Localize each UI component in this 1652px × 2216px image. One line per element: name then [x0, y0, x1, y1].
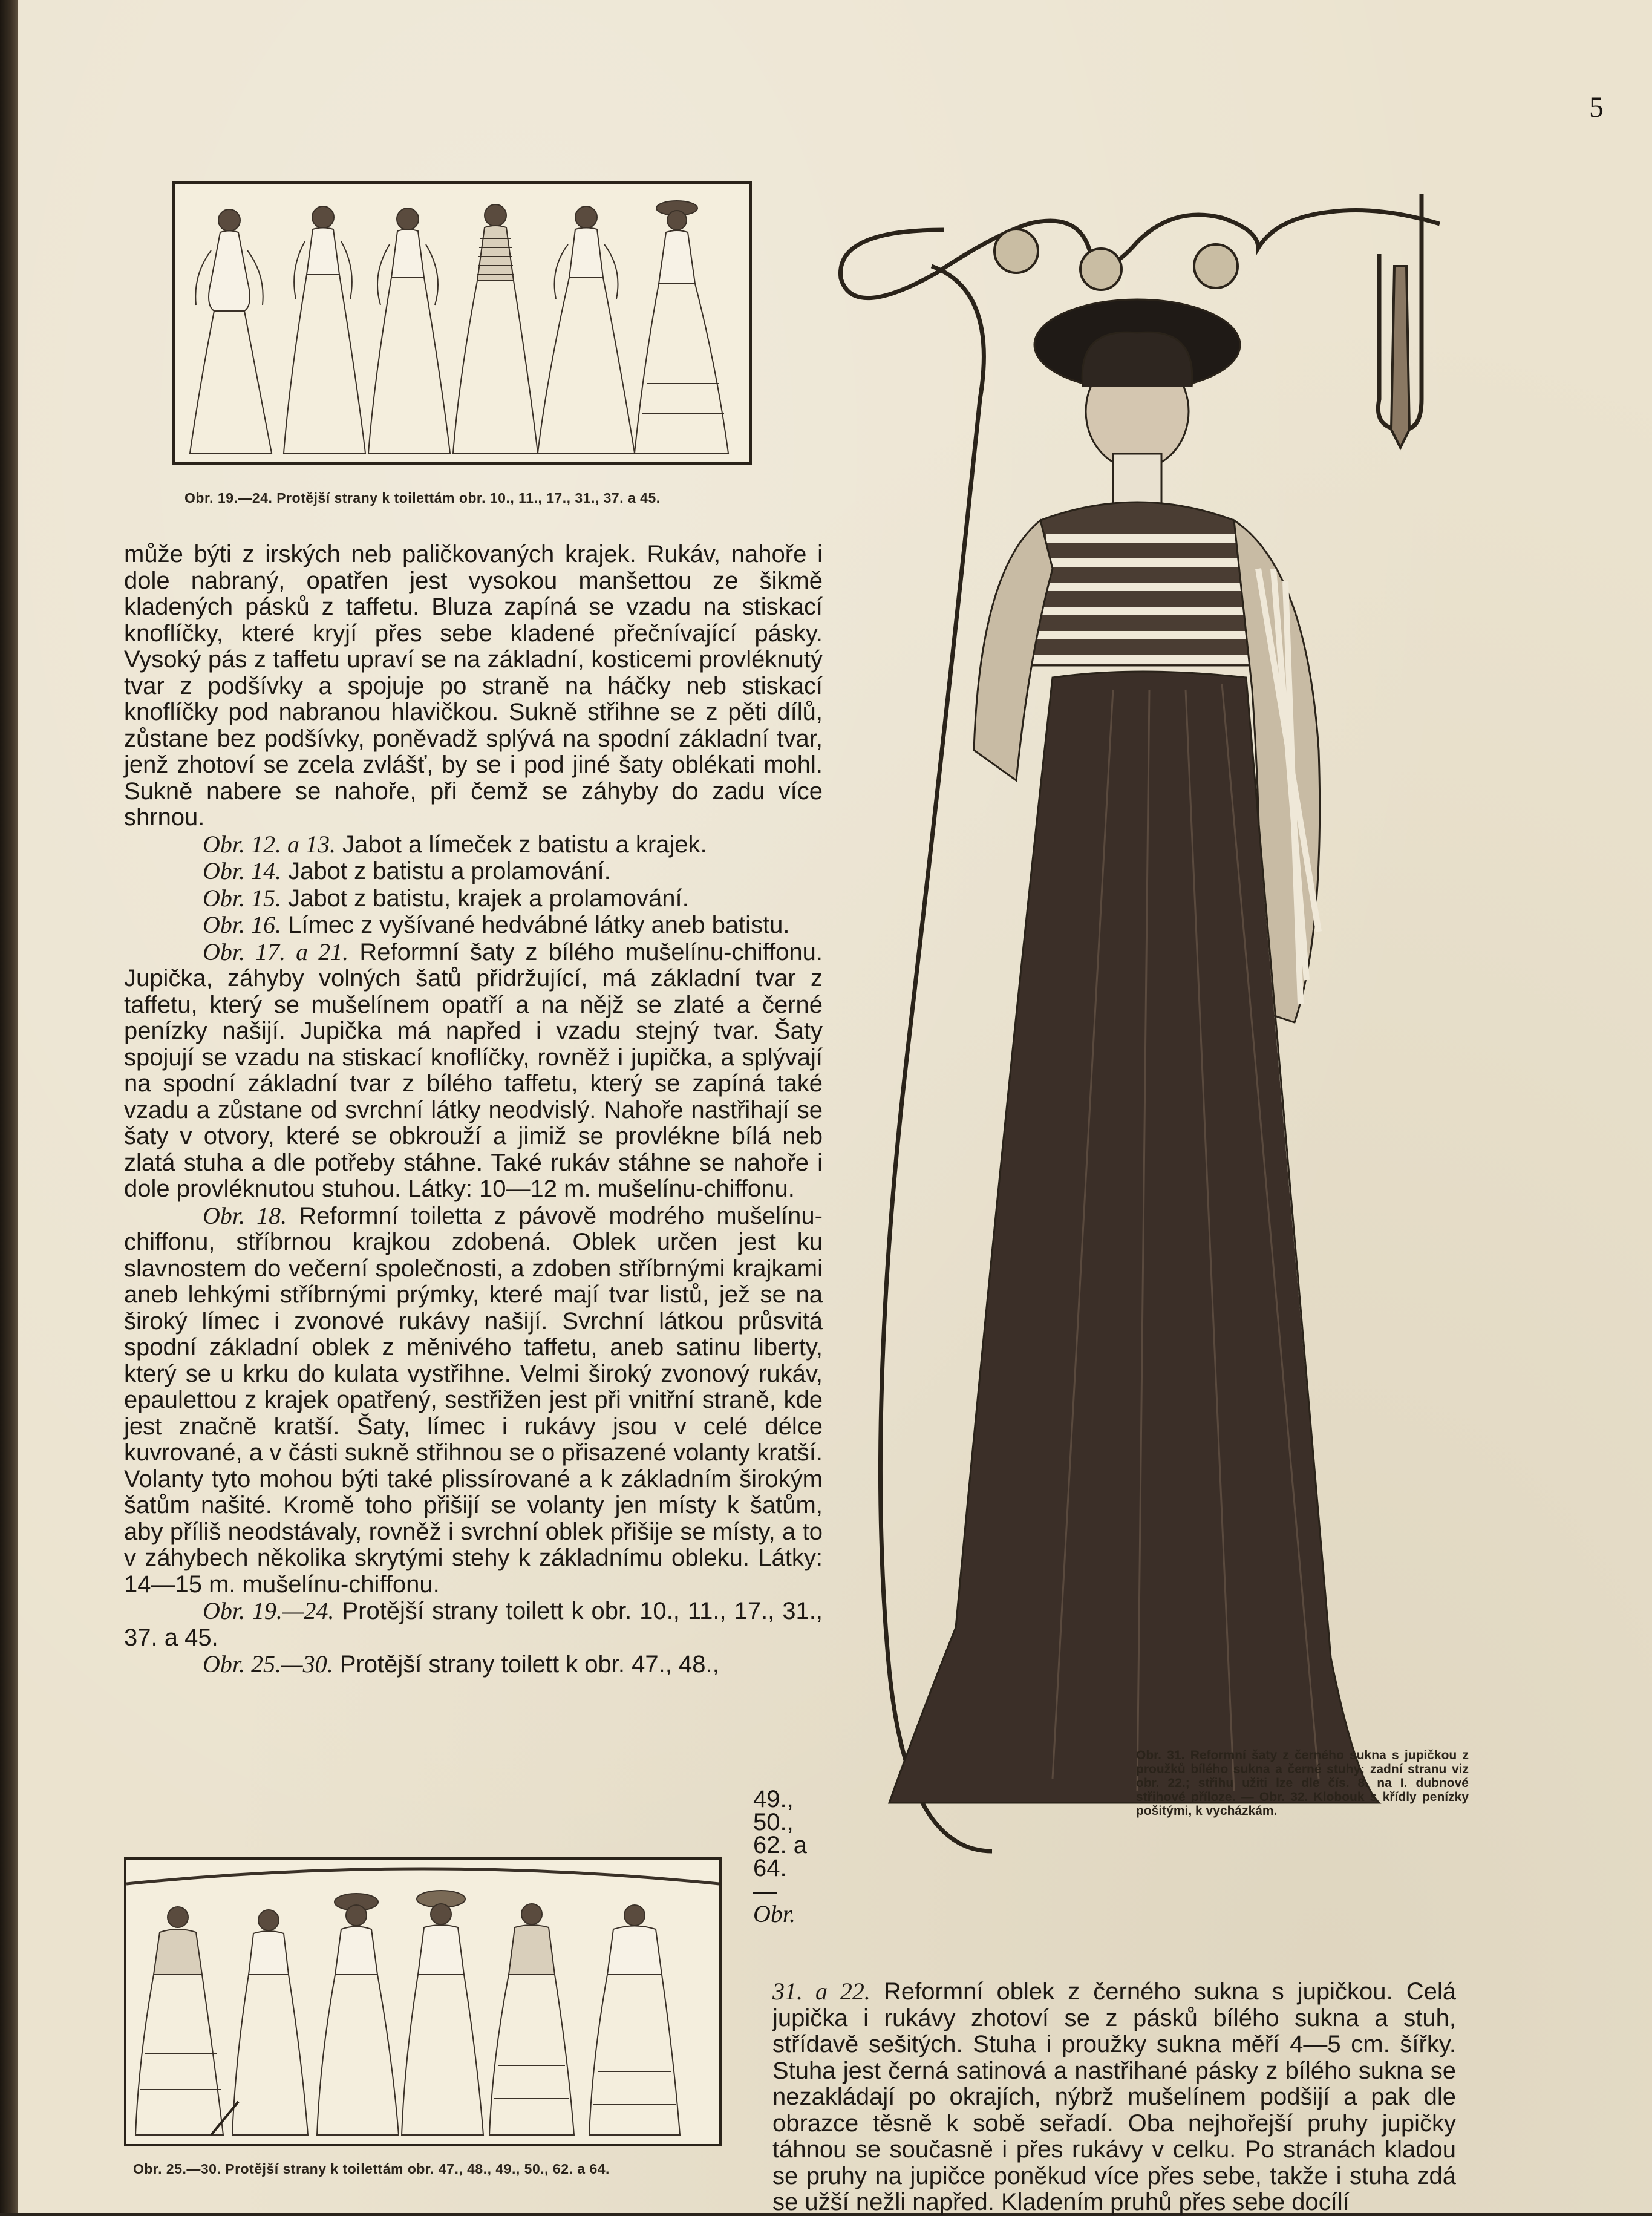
entry-obr-18 — [124, 1203, 823, 1598]
entry-text: Protější strany toilett k obr. 47., 48., — [339, 1651, 719, 1678]
entry-obr-19-24 — [124, 1598, 823, 1651]
tail-line: 49., — [753, 1786, 794, 1812]
tail-line: 62. a — [753, 1832, 807, 1858]
entry-obr-16 — [124, 912, 823, 939]
figure-ref: Obr. 25.—30. — [203, 1650, 333, 1678]
figure-ref: Obr. 12. a 13. — [203, 830, 336, 858]
entry-obr-14 — [124, 858, 823, 885]
page — [18, 0, 1652, 2213]
entry-obr-25-30 — [124, 1651, 823, 1678]
bottom-plate-caption: Obr. 25.—30. Protější strany k toilettám obr. 47., 48., 49., 50., 62. a 64. — [133, 2161, 610, 2177]
tail-line: Obr. — [753, 1900, 796, 1927]
entry-text: Jabot a límeček z batistu a krajek. — [342, 831, 707, 858]
entry-obr-12-13 — [124, 831, 823, 858]
narrow-text-tail — [753, 1788, 826, 1926]
entry-obr-17-21 — [124, 939, 823, 1203]
intro-paragraph: může býti z irských neb paličkovaných krajek. Rukáv, nahoře i dole nabraný, opatřen jest vysokou manšettou ze šikmě kladených pásků z taffetu. Bluza zapíná se vzadu na stiskací knoflíčky, které kryjí přes sebe kladené přečnívající pásky. Vysoký pás z taffetu upraví se na základní, kosticemi provléknutý tvar z podšívky a spojuje po straně na háčky neb stiskací knoflíčky pod nabranou hlavičkou. Sukně střihne se z pěti dílů, zůstane bez podšívky, poněvadž splývá na spodní základní tvar, jenž zhotoví se zcela zvlášť, by se i pod jiné šaty oblékati mohl. Sukně nabere se nahoře, při čemž se záhyby do zadu více shrnou. — [124, 541, 823, 831]
figure-ref: Obr. 18. — [203, 1201, 287, 1229]
tail-line: 50., — [753, 1809, 794, 1835]
gowns-back-view-illustration — [175, 184, 749, 462]
tail-line: — — [753, 1878, 777, 1904]
figure-ref: Obr. 14. — [203, 857, 282, 884]
right-column-text — [772, 1978, 1456, 2216]
figure-ref: Obr. 17. a 21. — [203, 938, 349, 966]
figure-ref: Obr. 16. — [203, 911, 282, 938]
top-engraving-plate — [172, 181, 752, 465]
top-plate-caption: Obr. 19.—24. Protější strany k toilettám obr. 10., 11., 17., 31., 37. a 45. — [184, 490, 661, 506]
entry-text: Reformní toiletta z pávově modrého mušelínu-chiffonu, stříbrnou krajkou zdobená. Oblek určen jest ku slavnostem do večerní společnosti, a zdoben stříbrnými krajkami aneb lehkými stříbrnými prýmky, které mají tvar listů, jež se na široký límec i zvonové rukávy našijí. Svrchní látkou průsvitá spodní základní oblek z měnivého taffetu, aneb satinu liberty, který se u krku do kulata vystřihne. Velmi široký zvonový rukáv, epaulettou z krajek opatřený, sestřižen jest při vnitřní straně, kde jest značně kratší. Šaty, límec i rukávy jsou v celé délce kuvrované, a v části sukně střihnou se o přisazené volanty kratší. Volanty tyto mohou býti také plissírované a k základním širokým šatům našité. Kromě toho přišijí se volanty jen místy k šatům, aby příliš neodstávaly, rovněž i svrchní oblek přišije se místy, a to v záhybech několika skrytými stehy k základnímu obleku. Látky: 14—15 m. mušelínu-chiffonu. — [124, 1202, 823, 1598]
left-column-text — [124, 541, 823, 1678]
main-figure-caption: Obr. 31. Reformní šaty z černého sukna s jupičkou z proužků bílého sukna a černé stuhy; zadní stranu viz obr. 22.; střihu užiti lze dle čís. 8. na I. dubnové střihové příloze. — Obr. 32. Klobouk s křídly penízky pošitými, k vycházkám. — [1136, 1748, 1469, 1818]
bottom-engraving-plate — [124, 1857, 722, 2146]
page-number: 5 — [1589, 91, 1604, 123]
entry-text: Jabot z batistu, krajek a prolamování. — [288, 884, 689, 912]
entry-text: Límec z vyšívané hedvábné látky aneb batistu. — [288, 912, 790, 938]
figure-ref: Obr. 19.—24. — [203, 1597, 335, 1624]
entry-obr-31-22 — [772, 1978, 1456, 2216]
entry-text: Jabot z batistu a prolamování. — [288, 858, 611, 884]
entry-obr-15 — [124, 885, 823, 912]
book-spine-edge — [0, 0, 18, 2213]
figure-ref: 31. a 22. — [772, 1978, 870, 2005]
gowns-front-view-illustration — [126, 1860, 719, 2144]
main-figure-illustration — [798, 145, 1494, 1875]
entry-text: Reformní šaty z bílého mušelínu-chiffonu. Jupička, záhyby volných šatů přidržující, má základní tvar z taffetu, který se mušelínem opatří a na nějž se zlaté a černé penízky našijí. Jupička má napřed i vzadu stejný tvar. Šaty spojují se vzadu na stiskací knoflíčky, rovněž i jupička, a splývají na spodní základní tvar z bílého taffetu, který se zapíná také vzadu a zůstane od svrchní látky neodvislý. Nahoře nastřihají se šaty v otvory, které se obkrouží a jimiž se provlékne bílá neb zlatá stuha a dle potřeby stáhne. Také rukáv stáhne se nahoře i dole provléknutou stuhou. Látky: 10—12 m. mušelínu-chiffonu. — [124, 938, 823, 1202]
entry-text: Reformní oblek z černého sukna s jupičkou. Celá jupička i rukávy zhotoví se z pásků bílého sukna a stuh, střídavě sešitých. Stuha i proužky sukna měří 4—5 cm. šířky. Stuha jest černá satinová a nastřihané pásky z bílého sukna se nezakládají po okrajích, nýbrž mušelínem podšijí a pak dle obrazce těsně k sobě seřadí. Oba nejhořejší pruhy jupičky táhnou se současně i přes rukávy v celku. Po stranách kladou se pruhy na jupičce poněkud více přes sebe, takže i stuha zdá se užší nežli napřed. Kladením pruhů přes sebe docílí — [772, 1978, 1456, 2215]
tail-line: 64. — [753, 1855, 787, 1881]
entry-text: Protější strany toilett k obr. 10., 11., 17., 31., 37. a 45. — [124, 1598, 823, 1651]
figure-ref: Obr. 15. — [203, 884, 282, 912]
